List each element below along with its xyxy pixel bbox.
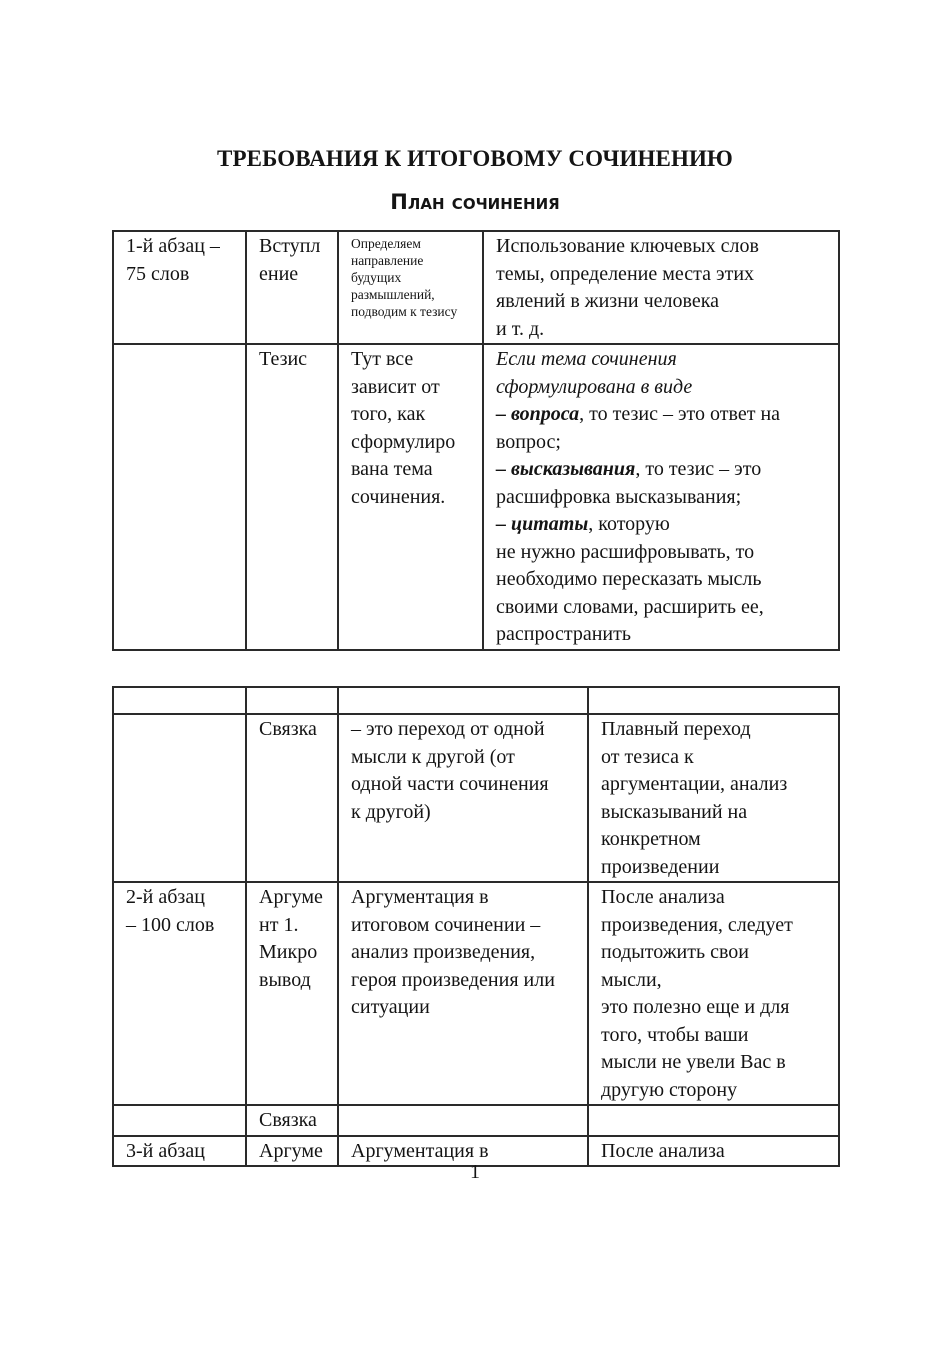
- details-cell: [483, 344, 839, 650]
- thesis-case-keyword: вопроса: [511, 403, 580, 425]
- paragraph-cell: [113, 882, 246, 1105]
- cell-text-line: произведении: [601, 855, 720, 878]
- cell-text-line: другую сторону: [601, 1078, 738, 1101]
- paragraph-cell: [113, 714, 246, 882]
- description-cell: [338, 231, 483, 344]
- cell-text-line: Вступл: [259, 235, 321, 257]
- thesis-case-keyword: высказывания: [511, 458, 636, 480]
- essay-plan-table-1: [112, 230, 840, 651]
- part-cell: [246, 344, 338, 650]
- table-row: [113, 882, 839, 1105]
- cell-text-line: Связка: [259, 1109, 317, 1131]
- part-cell: [246, 1105, 338, 1136]
- cell-text-line: аргументации, анализ: [601, 773, 788, 795]
- paragraph-cell: [113, 1105, 246, 1136]
- cell-text-line: к другой): [351, 800, 431, 823]
- cell-text-line: итоговом сочинении –: [351, 913, 541, 936]
- description-cell: [338, 1105, 588, 1136]
- cell-text-line: от тезиса к: [601, 745, 694, 768]
- table-row: [113, 231, 839, 344]
- cell-text-line: темы, определение места этих: [496, 262, 755, 285]
- essay-plan-table-2: [112, 686, 840, 1167]
- cell-text-line: сформулирована в виде: [496, 375, 693, 398]
- description-cell: [338, 687, 588, 714]
- part-cell: [246, 882, 338, 1105]
- cell-text-line: Аргументация в: [351, 886, 489, 908]
- cell-text-line: Микро: [259, 941, 318, 963]
- cell-text-line: – это переход от одной: [351, 718, 545, 740]
- part-cell: [246, 714, 338, 882]
- cell-text-line: анализ произведения,: [351, 941, 536, 963]
- page-number: 1: [470, 1161, 480, 1183]
- cell-text-line: Связка: [259, 718, 317, 740]
- table-row: [113, 1105, 839, 1136]
- cell-text-line: одной части сочинения: [351, 773, 549, 795]
- part-cell: [246, 231, 338, 344]
- cell-text-line: высказываний на: [601, 800, 748, 823]
- cell-text-line: 75 слов: [126, 262, 190, 285]
- cell-text-line: необходимо пересказать мысль: [496, 568, 762, 590]
- cell-text-line: мысли,: [601, 968, 662, 991]
- thesis-case-text: , которую: [588, 513, 670, 535]
- cell-text-line: 1-й абзац –: [126, 235, 220, 257]
- table-row: [113, 687, 839, 714]
- thesis-case-dash: –: [496, 458, 511, 480]
- cell-text-line: расшифровка высказывания;: [496, 485, 742, 508]
- cell-text-line: Если тема сочинения: [496, 348, 677, 370]
- cell-text-line: Плавный переход: [601, 718, 751, 740]
- paragraph-cell: [113, 687, 246, 714]
- thesis-case-keyword: цитаты: [511, 513, 589, 535]
- thesis-case: [496, 511, 832, 539]
- cell-text-line: подытожить свои: [601, 941, 749, 963]
- cell-text-line: ение: [259, 262, 299, 285]
- cell-text-line: будущих: [351, 270, 402, 285]
- cell-text-line: распространить: [496, 623, 631, 645]
- table-row: [113, 344, 839, 650]
- cell-text-line: мысли к другой (от: [351, 745, 515, 768]
- cell-text-line: зависит от: [351, 375, 440, 398]
- cell-text-line: вана тема: [351, 458, 433, 480]
- part-cell: [246, 687, 338, 714]
- cell-text-line: Тезис: [259, 348, 308, 370]
- cell-text-line: размышлений,: [351, 287, 435, 302]
- description-cell: [338, 714, 588, 882]
- cell-text-line: и т. д.: [496, 317, 545, 340]
- thesis-case-text: , то тезис – это ответ на: [579, 403, 781, 425]
- cell-text-line: подводим к тезису: [351, 304, 458, 319]
- thesis-case-dash: –: [496, 513, 511, 535]
- cell-text-line: 2-й абзац: [126, 886, 205, 908]
- cell-text-line: своими словами, расширить ее,: [496, 595, 764, 618]
- document-title: ТРЕБОВАНИЯ К ИТОГОВОМУ СОЧИНЕНИЮ: [217, 146, 733, 171]
- thesis-case: [496, 401, 832, 429]
- cell-text-line: – 100 слов: [126, 913, 215, 936]
- cell-text-line: После анализа: [601, 1139, 725, 1162]
- cell-text-line: вывод: [259, 968, 311, 991]
- cell-text-line: Использование ключевых слов: [496, 235, 759, 257]
- cell-text-line: 3-й абзац: [126, 1139, 205, 1162]
- cell-text-line: ситуации: [351, 996, 430, 1018]
- cell-text-line: произведения, следует: [601, 913, 793, 936]
- cell-text-line: Определяем: [351, 236, 421, 251]
- cell-text-line: Аргуме: [259, 886, 323, 908]
- cell-text-line: После анализа: [601, 886, 725, 908]
- table-row: [113, 714, 839, 882]
- paragraph-cell: [113, 231, 246, 344]
- cell-text-line: того, чтобы ваши: [601, 1023, 749, 1046]
- thesis-cases: [496, 401, 832, 649]
- description-cell: [338, 882, 588, 1105]
- cell-text-line: Аргуме: [259, 1139, 323, 1162]
- details-cell: [588, 714, 839, 882]
- document-subtitle: План сочинения: [390, 190, 560, 214]
- cell-text-line: это полезно еще и для: [601, 996, 790, 1018]
- cell-text-line: мысли не увели Вас в: [601, 1051, 786, 1073]
- details-cell: [588, 687, 839, 714]
- paragraph-cell: [113, 344, 246, 650]
- cell-text-line: героя произведения или: [351, 968, 555, 991]
- thesis-case-dash: –: [496, 403, 511, 425]
- cell-text-line: направление: [351, 253, 424, 268]
- cell-text-line: Аргументация в: [351, 1139, 489, 1162]
- cell-text-line: вопрос;: [496, 430, 561, 453]
- thesis-case: [496, 456, 832, 484]
- cell-text-line: того, как: [351, 403, 426, 425]
- cell-text-line: нт 1.: [259, 913, 299, 936]
- cell-text-line: конкретном: [601, 828, 701, 850]
- cell-text-line: сочинения.: [351, 485, 446, 508]
- cell-text-line: Тут все: [351, 348, 414, 370]
- thesis-intro: [496, 346, 832, 401]
- details-cell: [483, 231, 839, 344]
- details-cell: [588, 1105, 839, 1136]
- details-cell: [588, 882, 839, 1105]
- cell-text-line: явлений в жизни человека: [496, 290, 720, 312]
- cell-text-line: сформулиро: [351, 430, 456, 453]
- description-cell: [338, 344, 483, 650]
- thesis-case-text: , то тезис – это: [635, 458, 762, 480]
- cell-text-line: не нужно расшифровывать, то: [496, 540, 755, 563]
